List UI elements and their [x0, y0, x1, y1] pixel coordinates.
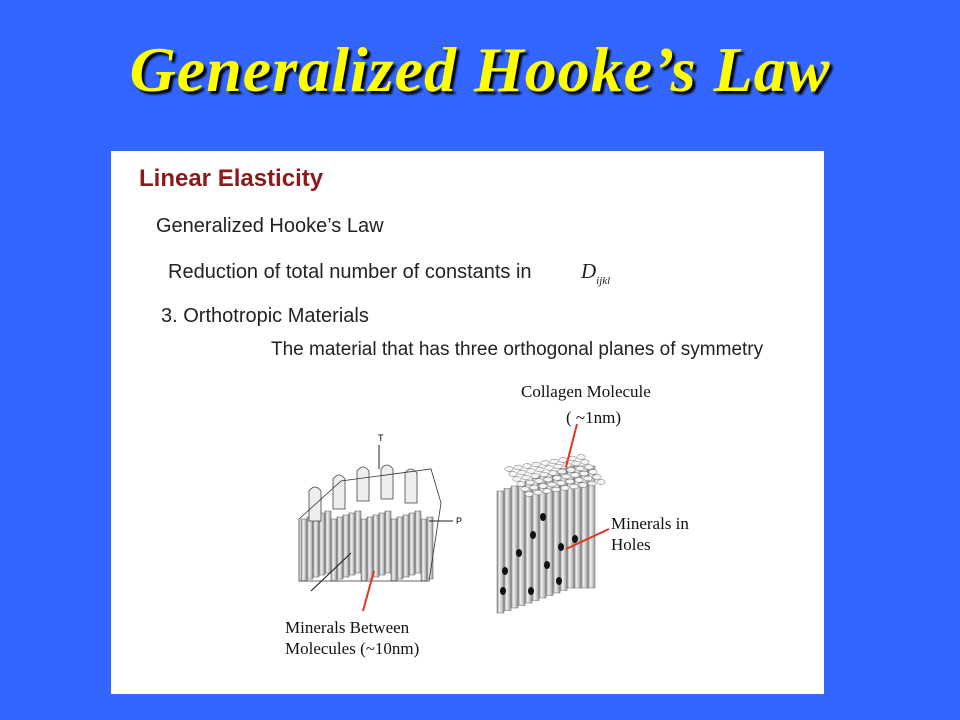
- collagen-end: [570, 484, 578, 489]
- reduction-text: Reduction of total number of constants in: [168, 261, 532, 283]
- mineral-in-hole: [572, 535, 578, 543]
- collagen-end: [559, 458, 567, 463]
- fibril-column: [313, 515, 319, 577]
- fibril-column: [391, 519, 397, 581]
- fibril-column: [361, 519, 367, 581]
- collagen-column: [511, 486, 518, 608]
- collagen-end: [526, 480, 534, 485]
- fibril-column: [409, 513, 415, 575]
- fibril-column: [397, 517, 403, 579]
- collagen-end: [577, 455, 585, 460]
- collagen-end: [530, 485, 538, 490]
- fibril-column: [325, 511, 331, 573]
- marker-p: P: [456, 516, 463, 526]
- panel-heading: Linear Elasticity: [139, 165, 324, 192]
- collagen-end: [552, 487, 560, 492]
- collagen-column: [525, 481, 532, 603]
- collagen-end: [513, 477, 521, 482]
- collagen-array: [497, 455, 605, 613]
- collagen-end: [521, 487, 529, 492]
- collagen-end: [589, 470, 597, 475]
- collagen-end: [514, 465, 522, 470]
- fibril-column: [367, 517, 373, 579]
- section-title: 3. Orthotropic Materials: [161, 305, 369, 327]
- label-minerals-between: [285, 617, 419, 659]
- collagen-end: [571, 473, 579, 478]
- label-minerals-between-line2: Molecules (~10nm): [285, 639, 420, 658]
- fibril-column: [343, 515, 349, 577]
- fibril-column: [379, 513, 385, 575]
- label-collagen-molecule: Collagen Molecule: [521, 382, 651, 401]
- collagen-end: [531, 474, 539, 479]
- mineral-in-hole: [516, 549, 522, 557]
- fibril-column: [349, 513, 355, 575]
- collagen-end: [541, 461, 549, 466]
- collagen-end: [518, 470, 526, 475]
- collagen-end: [532, 462, 540, 467]
- collagen-column: [518, 484, 525, 606]
- collagen-end: [579, 483, 587, 488]
- collagen-end: [562, 474, 570, 479]
- mineral-in-hole: [530, 531, 536, 539]
- collagen-end: [534, 490, 542, 495]
- collagen-end: [593, 475, 601, 480]
- label-minerals-in-holes-line1: Minerals in: [611, 514, 689, 533]
- bone-structure-figure: [111, 151, 824, 694]
- label-minerals-in-holes-line2: Holes: [611, 535, 651, 554]
- collagen-end: [535, 479, 543, 484]
- definition-text: The material that has three orthogonal planes of symmetry: [271, 339, 764, 360]
- collagen-end: [553, 476, 561, 481]
- fibril-column: [427, 517, 433, 579]
- mineral-in-hole: [558, 543, 564, 551]
- collagen-end: [597, 480, 605, 485]
- fibril-column: [307, 517, 313, 579]
- collagen-end: [561, 486, 569, 491]
- collagen-end: [509, 472, 517, 477]
- content-panel: [111, 151, 824, 694]
- lamella-fin: [405, 469, 417, 503]
- collagen-end: [527, 469, 535, 474]
- collagen-end: [581, 460, 589, 465]
- collagen-end: [584, 476, 592, 481]
- collagen-end: [505, 467, 513, 472]
- mineral-in-hole: [500, 587, 506, 595]
- fibril-column: [355, 511, 361, 573]
- collagen-end: [557, 481, 565, 486]
- collagen-end: [523, 464, 531, 469]
- fibril-column: [385, 511, 391, 573]
- fibril-column: [415, 511, 421, 573]
- collagen-end: [566, 479, 574, 484]
- collagen-end: [572, 461, 580, 466]
- slide-title: Generalized Hooke’s Law: [129, 34, 831, 105]
- lamella-fin: [357, 467, 369, 501]
- panel-subheading: Generalized Hooke’s Law: [156, 215, 384, 237]
- fibril-column: [403, 515, 409, 577]
- collagen-end: [575, 478, 583, 483]
- collagen-end: [576, 466, 584, 471]
- label-minerals-in-holes: [611, 513, 689, 555]
- lamella-fin: [333, 475, 345, 509]
- fibril-column: [421, 519, 427, 581]
- collagen-end: [585, 465, 593, 470]
- lamellae-block: [299, 465, 441, 581]
- fibril-column: [337, 517, 343, 579]
- label-minerals-between-line1: Minerals Between: [285, 618, 410, 637]
- mineral-in-hole: [556, 577, 562, 585]
- lamella-fin: [381, 465, 393, 499]
- mineral-in-hole: [540, 513, 546, 521]
- collagen-end: [554, 464, 562, 469]
- collagen-end: [543, 489, 551, 494]
- collagen-end: [536, 467, 544, 472]
- collagen-end: [549, 471, 557, 476]
- tensor-subscript: ijkl: [596, 275, 611, 287]
- fibril-column: [301, 519, 307, 581]
- collagen-end: [540, 472, 548, 477]
- tensor-letter: D: [581, 259, 597, 283]
- collagen-end: [580, 471, 588, 476]
- label-collagen-size: ( ~1nm): [566, 408, 621, 427]
- fibril-column: [373, 515, 379, 577]
- fibril-column: [319, 513, 325, 575]
- collagen-end: [588, 481, 596, 486]
- collagen-column: [532, 479, 539, 601]
- marker-t: T: [378, 433, 384, 443]
- collagen-end: [522, 475, 530, 480]
- collagen-end: [517, 482, 525, 487]
- collagen-end: [544, 477, 552, 482]
- collagen-end: [548, 482, 556, 487]
- mineral-in-hole: [544, 561, 550, 569]
- collagen-end: [550, 459, 558, 464]
- collagen-end: [545, 466, 553, 471]
- mineral-in-hole: [528, 587, 534, 595]
- collagen-end: [558, 469, 566, 474]
- collagen-end: [567, 468, 575, 473]
- collagen-end: [539, 484, 547, 489]
- collagen-end: [525, 492, 533, 497]
- mineral-in-hole: [502, 567, 508, 575]
